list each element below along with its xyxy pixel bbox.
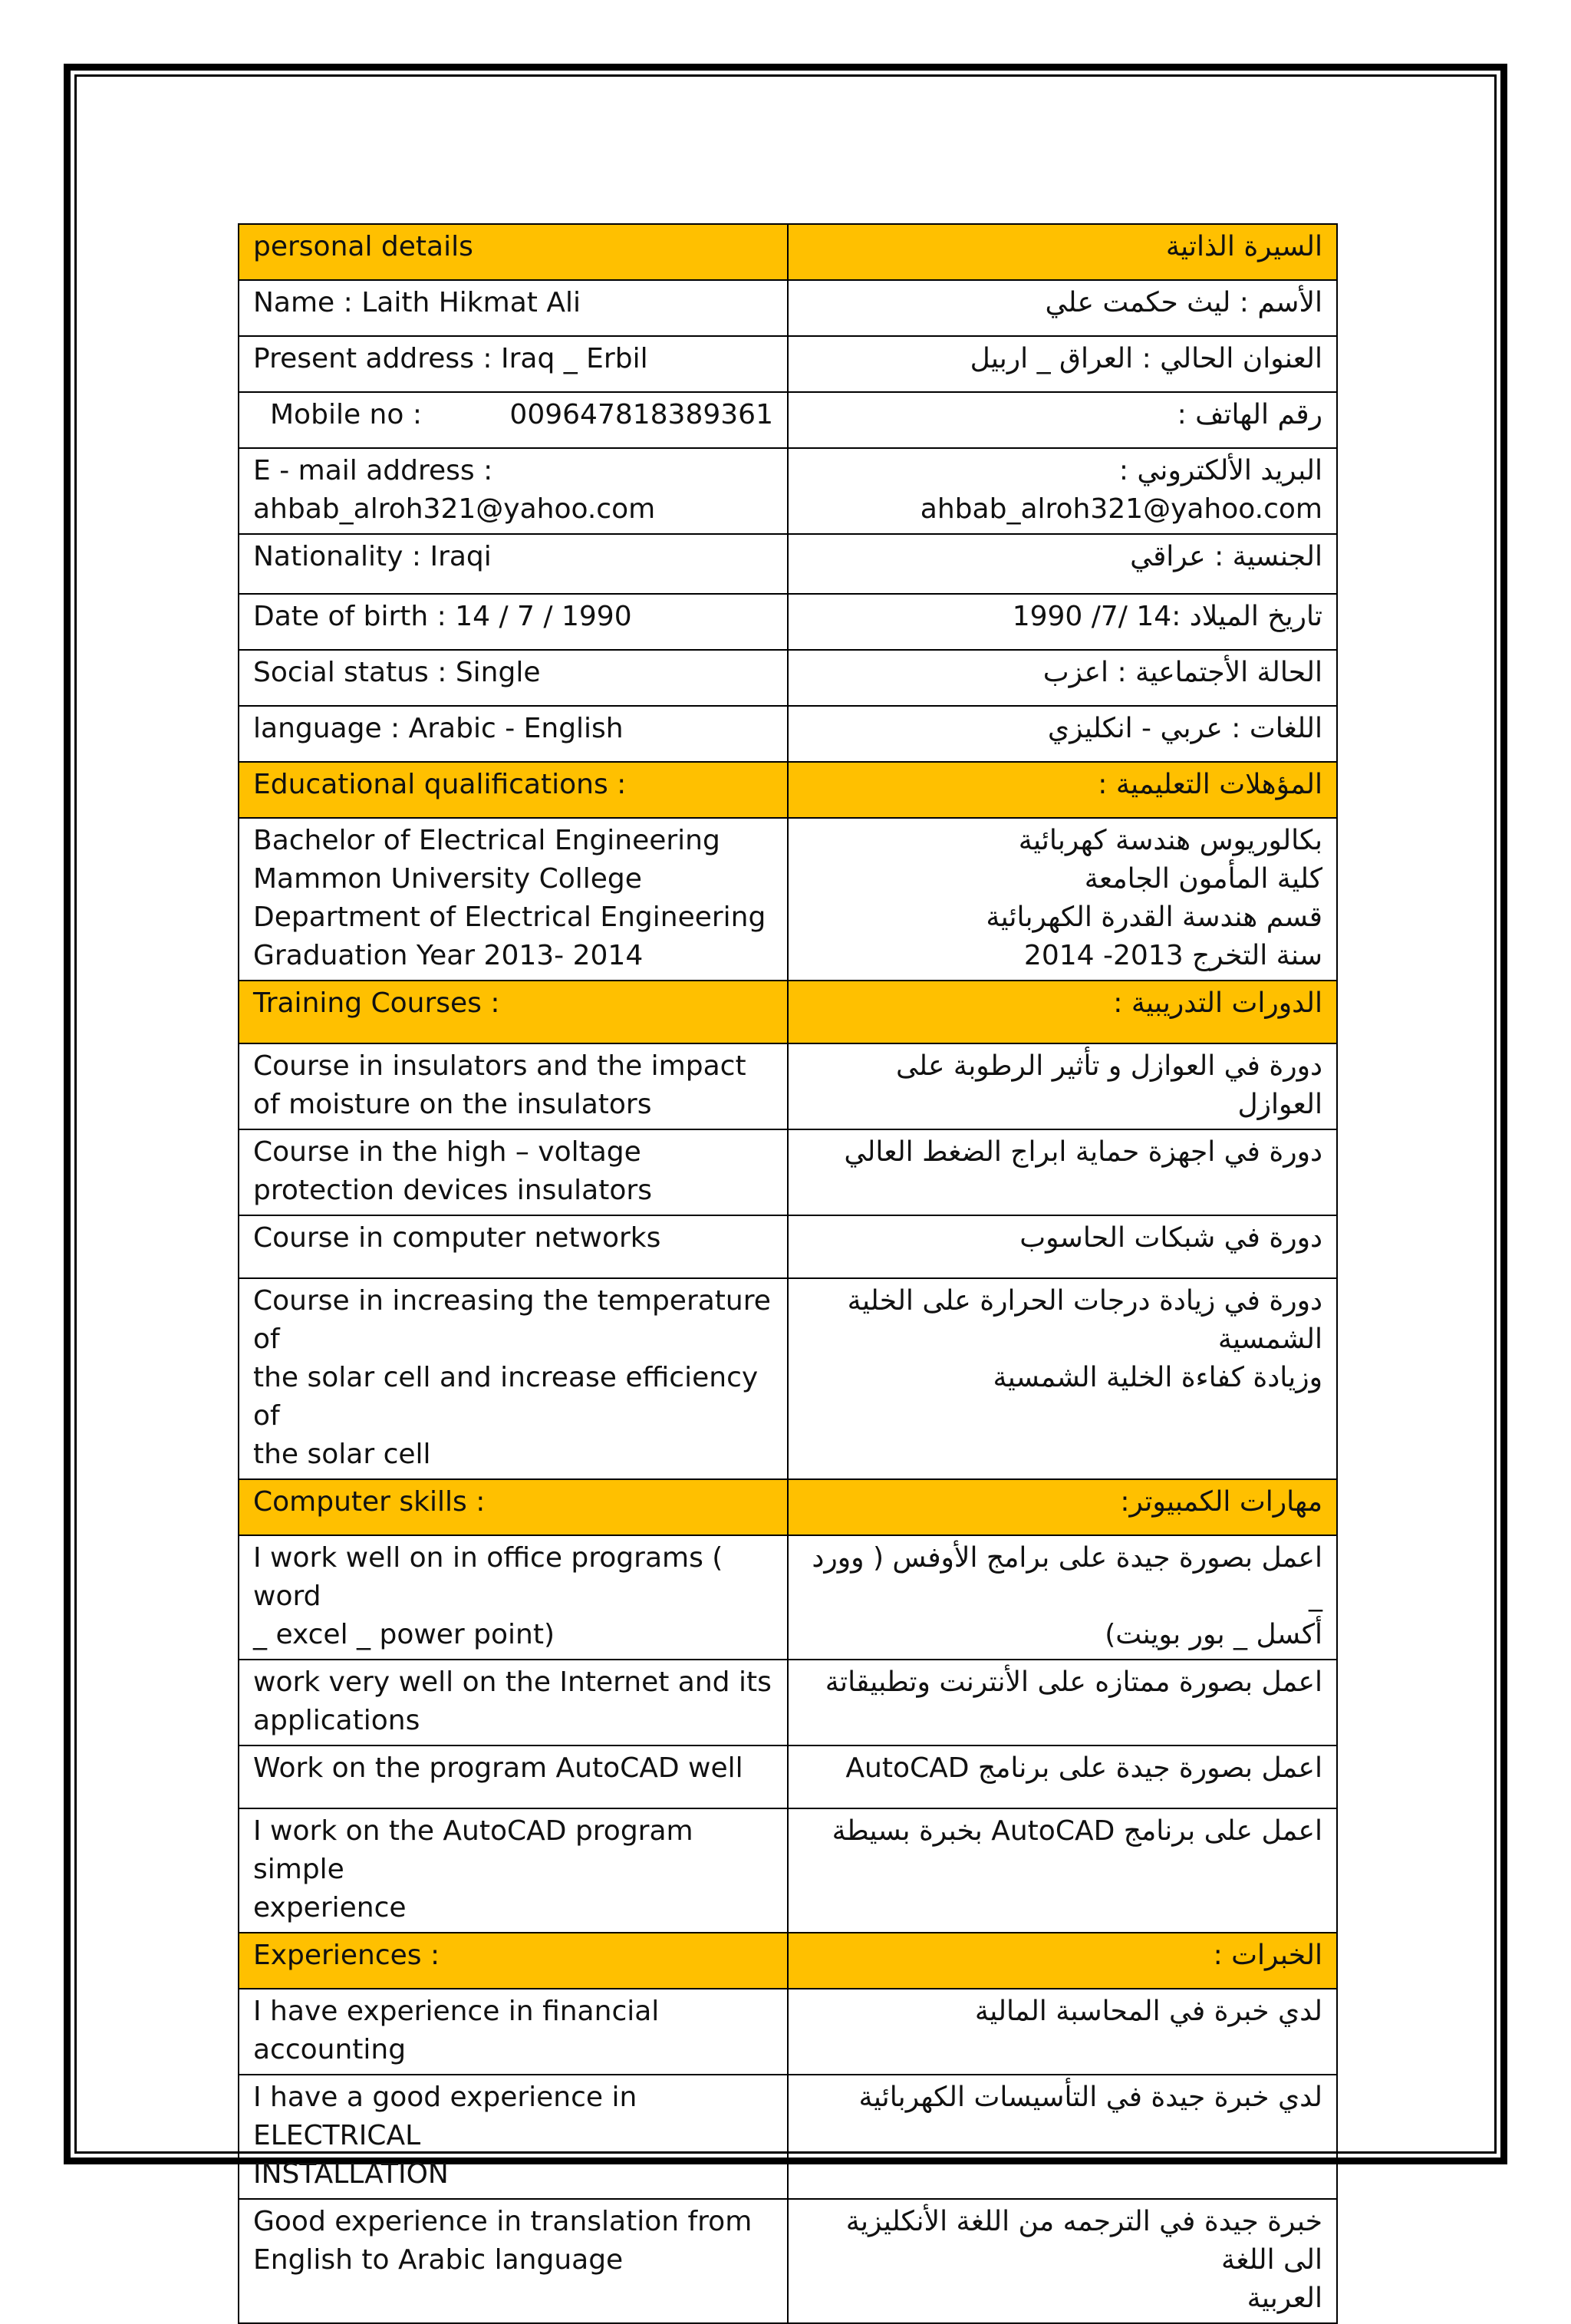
arabic-cell: [788, 706, 1337, 762]
table-row: [239, 280, 1337, 336]
table-row: [239, 1660, 1337, 1745]
english-cell: [239, 650, 788, 706]
cell-text-ar: اعمل بصورة جيدة على برنامج AutoCAD: [845, 1752, 1322, 1784]
cell-text-en: Work on the program AutoCAD well: [253, 1752, 743, 1784]
cv-table-body: [239, 224, 1337, 2323]
cell-text-en: Name : Laith Hikmat Ali: [253, 287, 581, 318]
arabic-cell: [788, 280, 1337, 336]
arabic-cell: [788, 1535, 1337, 1660]
english-cell: [239, 762, 788, 818]
arabic-cell: [788, 1989, 1337, 2075]
english-cell: [239, 2075, 788, 2199]
section-title-en: Training Courses :: [253, 987, 500, 1019]
cell-text-en: Course in computer networks: [253, 1222, 661, 1254]
table-row: [239, 392, 1337, 448]
arabic-cell: [788, 818, 1337, 981]
cell-text-ar: اعمل على برنامج AutoCAD بخبرة بسيطة: [832, 1815, 1322, 1847]
arabic-cell: [788, 224, 1337, 280]
english-cell: [239, 2199, 788, 2323]
cell-text-ar: رقم الهاتف :: [1177, 399, 1322, 430]
table-row: [239, 448, 1337, 534]
cell-text-ar: الحالة الأجتماعية : اعزب: [1042, 657, 1322, 688]
english-cell: [239, 1989, 788, 2075]
arabic-cell: [788, 981, 1337, 1043]
cell-text-ar: دورة في اجهزة حماية ابراج الضغط العالي: [844, 1136, 1322, 1168]
section-title-ar: السيرة الذاتية: [1165, 231, 1322, 262]
english-cell: [239, 1479, 788, 1535]
table-row: [239, 1043, 1337, 1129]
cell-text-ar: دورة في زيادة درجات الحرارة على الخلية الشمسية وزيادة كفاءة الخلية الشمسية: [847, 1285, 1322, 1393]
english-cell: [239, 1278, 788, 1479]
cell-text-en: E - mail address : ahbab_alroh321@yahoo.com: [253, 455, 656, 525]
cell-text-ar: اللغات : عربي - انكليزي: [1047, 713, 1322, 744]
english-cell: [239, 1535, 788, 1660]
cell-text-ar: دورة في شبكات الحاسوب: [1019, 1222, 1322, 1254]
table-row: [239, 706, 1337, 762]
cell-text-en: I have a good experience in ELECTRICAL INSTALLATION: [253, 2082, 637, 2190]
arabic-cell: [788, 650, 1337, 706]
cell-text-en: Social status : Single: [253, 657, 541, 688]
table-row: [239, 1535, 1337, 1660]
english-cell: [239, 1129, 788, 1215]
table-row: [239, 1989, 1337, 2075]
section-header-row: [239, 1479, 1337, 1535]
arabic-cell: [788, 1278, 1337, 1479]
arabic-cell: [788, 448, 1337, 534]
cell-text-en: Date of birth : 14 / 7 / 1990: [253, 601, 632, 632]
cell-text-en: Course in the high – voltage protection devices insulators: [253, 1136, 652, 1206]
section-title-ar: مهارات الكمبيوتر:: [1120, 1486, 1322, 1518]
english-cell: [239, 706, 788, 762]
cell-text-en: work very well on the Internet and its applications: [253, 1666, 772, 1736]
arabic-cell: [788, 1479, 1337, 1535]
english-cell: [239, 392, 788, 448]
cell-text-ar: اعمل بصورة جيدة على برامج الأوفس ( وورد _ أكسل _ بور بوينت): [812, 1542, 1322, 1650]
english-cell: [239, 280, 788, 336]
section-header-row: [239, 762, 1337, 818]
cell-text-en: I have experience in financial accounting: [253, 1996, 660, 2065]
english-cell: [239, 336, 788, 392]
arabic-cell: [788, 1043, 1337, 1129]
english-cell: [239, 1215, 788, 1278]
cell-text-en: Present address : Iraq _ Erbil: [253, 343, 648, 374]
cell-text-en: Course in insulators and the impact of moisture on the insulators: [253, 1050, 746, 1120]
cell-text-ar: اعمل بصورة ممتازه على الأنترنت وتطبيقاتة: [825, 1666, 1322, 1698]
arabic-cell: [788, 762, 1337, 818]
english-cell: [239, 224, 788, 280]
table-row: [239, 1745, 1337, 1808]
cell-text-en: Nationality : Iraqi: [253, 541, 492, 572]
table-row: [239, 1215, 1337, 1278]
arabic-cell: [788, 1215, 1337, 1278]
section-title-en: Computer skills :: [253, 1486, 486, 1518]
table-row: [239, 2075, 1337, 2199]
english-cell: [239, 1808, 788, 1933]
english-cell: [239, 534, 788, 594]
section-title-en: Educational qualifications :: [253, 769, 627, 800]
english-cell: [239, 1933, 788, 1989]
mobile-number: 009647818389361: [509, 399, 773, 430]
english-cell: [239, 594, 788, 650]
english-cell: [239, 818, 788, 981]
table-row: [239, 1808, 1337, 1933]
cell-text-ar: خبرة جيدة في الترجمه من اللغة الأنكليزية الى اللغة العربية: [845, 2206, 1322, 2314]
arabic-cell: [788, 1129, 1337, 1215]
arabic-cell: [788, 1933, 1337, 1989]
arabic-cell: [788, 594, 1337, 650]
section-header-row: [239, 981, 1337, 1043]
mobile-line: [253, 396, 773, 434]
cell-text-ar: لدي خبرة جيدة في التأسيسات الكهربائية: [858, 2082, 1322, 2113]
arabic-cell: [788, 2199, 1337, 2323]
cell-text-en: language : Arabic - English: [253, 713, 624, 744]
arabic-cell: [788, 336, 1337, 392]
cell-text-en: Bachelor of Electrical Engineering Mammon University College Department of Electrical Engineering Graduation Year 2013- 2014: [253, 825, 766, 971]
cell-text-ar: الأسم : ليث حكمت علي: [1045, 287, 1322, 318]
table-row: [239, 2199, 1337, 2323]
cell-text-ar: الجنسية : عراقي: [1130, 541, 1322, 572]
english-cell: [239, 448, 788, 534]
arabic-cell: [788, 2075, 1337, 2199]
section-header-row: [239, 1933, 1337, 1989]
section-title-ar: الخبرات :: [1213, 1940, 1322, 1971]
arabic-cell: [788, 534, 1337, 594]
table-row: [239, 1278, 1337, 1479]
table-row: [239, 594, 1337, 650]
cell-text-ar: لدي خبرة في المحاسبة المالية: [974, 1996, 1322, 2027]
arabic-cell: [788, 1745, 1337, 1808]
cell-text-en: I work on the AutoCAD program simple experience: [253, 1815, 693, 1923]
section-title-ar: الدورات التدريبية :: [1113, 987, 1322, 1019]
cell-text-en: Course in increasing the temperature of the solar cell and increase efficiency of the solar cell: [253, 1285, 771, 1470]
cell-text-ar: بكالوريوس هندسة كهربائية كلية المأمون الجامعة قسم هندسة القدرة الكهربائية سنة التخرج 2013- 2014: [986, 825, 1322, 971]
table-row: [239, 534, 1337, 594]
cell-text-ar: تاريخ الميلاد :14 /7/ 1990: [1012, 601, 1322, 632]
section-title-ar: المؤهلات التعليمية :: [1098, 769, 1322, 800]
table-row: [239, 650, 1337, 706]
table-row: [239, 818, 1337, 981]
arabic-cell: [788, 1808, 1337, 1933]
cv-table: [238, 223, 1338, 2324]
table-row: [239, 336, 1337, 392]
english-cell: [239, 1745, 788, 1808]
section-header-row: [239, 224, 1337, 280]
cell-text-ar: البريد الألكتروني : ahbab_alroh321@yahoo.com: [920, 455, 1322, 525]
cell-text-ar: العنوان الحالي : العراق _ اربيل: [970, 343, 1322, 374]
cell-text-en: I work well on in office programs ( word _ excel _ power point): [253, 1542, 723, 1650]
cell-text-en: Good experience in translation from English to Arabic language: [253, 2206, 753, 2276]
arabic-cell: [788, 1660, 1337, 1745]
section-title-en: Experiences :: [253, 1940, 440, 1971]
table-row: [239, 1129, 1337, 1215]
mobile-label: Mobile no :: [270, 399, 422, 430]
english-cell: [239, 1660, 788, 1745]
section-title-en: personal details: [253, 231, 473, 262]
english-cell: [239, 981, 788, 1043]
cell-text-ar: دورة في العوازل و تأثير الرطوبة على العوازل: [896, 1050, 1322, 1120]
english-cell: [239, 1043, 788, 1129]
arabic-cell: [788, 392, 1337, 448]
